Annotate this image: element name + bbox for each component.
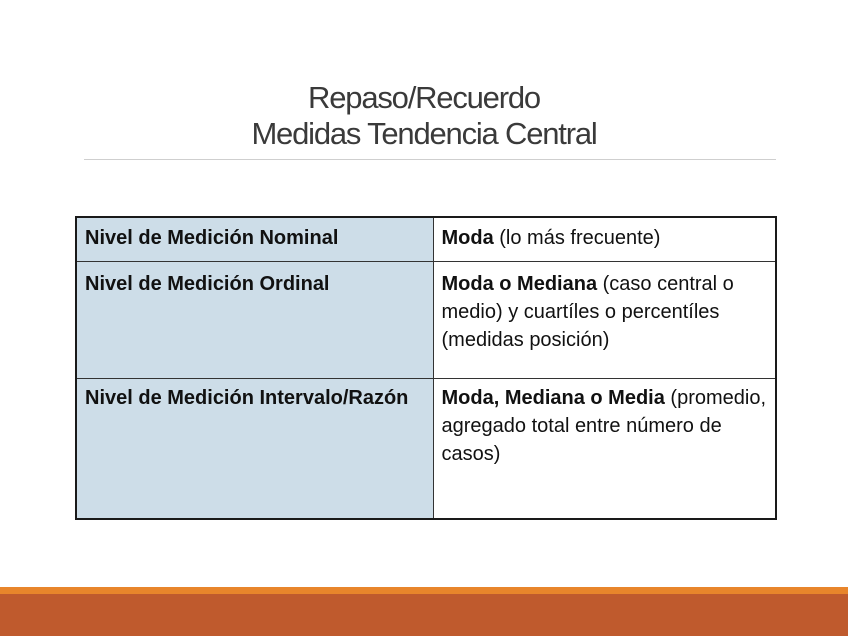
footer-band bbox=[0, 594, 848, 636]
level-cell-interval: Nivel de Medición Intervalo/Razón bbox=[76, 378, 433, 519]
slide-title bbox=[0, 80, 848, 152]
measure-cell-interval bbox=[433, 378, 776, 519]
level-cell-nominal: Nivel de Medición Nominal bbox=[76, 217, 433, 261]
measure-detail-text: (promedio, agregado total entre número de casos) bbox=[441, 386, 767, 465]
measure-detail-text: (lo más frecuente) bbox=[493, 227, 661, 249]
measure-bold-text: Moda, Mediana o Media bbox=[441, 386, 665, 409]
level-cell-ordinal: Nivel de Medición Ordinal bbox=[76, 261, 433, 378]
measure-detail-text: (caso central o medio) y cuartíles o percentíles (medidas posición) bbox=[441, 272, 734, 351]
measure-cell-nominal bbox=[433, 217, 776, 261]
measurement-table bbox=[75, 216, 777, 520]
slide-title-line-1: Repaso/Recuerdo bbox=[308, 80, 540, 115]
measure-bold-text: Moda o Mediana bbox=[441, 272, 598, 295]
measure-cell-ordinal bbox=[433, 261, 776, 378]
measure-bold-text: Moda bbox=[441, 227, 494, 249]
table-row bbox=[76, 261, 776, 378]
footer-accent-stripe bbox=[0, 587, 848, 594]
table-row bbox=[76, 217, 776, 261]
title-divider bbox=[84, 159, 776, 160]
slide-title-line-2: Medidas Tendencia Central bbox=[251, 116, 597, 151]
table-row bbox=[76, 378, 776, 519]
